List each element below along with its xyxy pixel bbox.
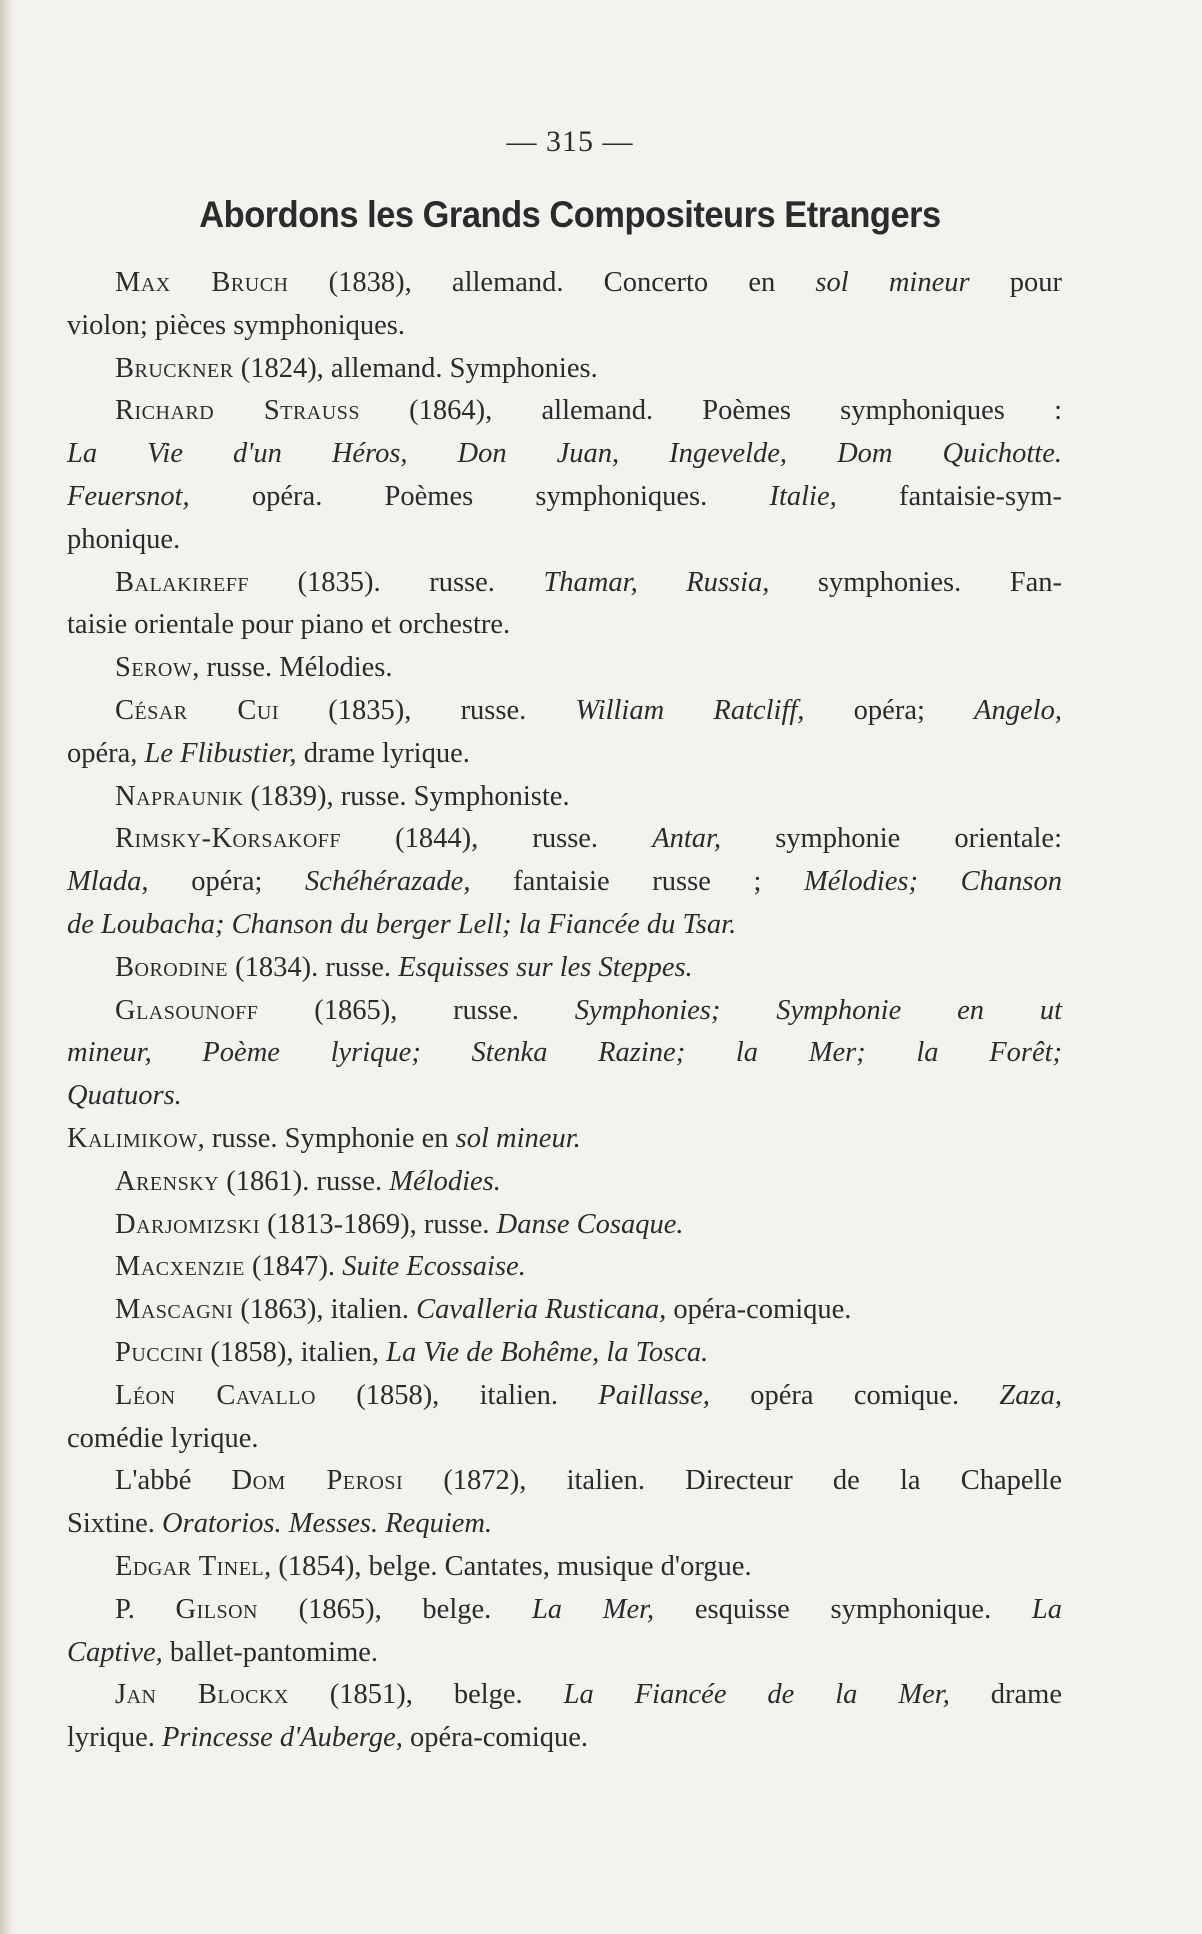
entry-line: Arensky (1861). russe. Mélodies. <box>115 1165 501 1197</box>
entry-line: Glasounoff (1865), russe. Symphonies; Symphonie en ut <box>115 994 1062 1026</box>
entry-line: lyrique. Princesse d'Auberge, opéra-comique. <box>67 1722 589 1754</box>
page-number: — 315 — <box>506 125 634 158</box>
entry-line: opéra, Le Flibustier, drame lyrique. <box>67 737 470 769</box>
entry-line: Captive, ballet-pantomime. <box>67 1636 379 1668</box>
entry-line: Quatuors. <box>67 1080 182 1112</box>
entry-line: violon; pièces symphoniques. <box>67 309 406 341</box>
entry-line: Balakireff (1835). russe. Thamar, Russia, symphonies. Fan- <box>115 566 1062 598</box>
entry-line: Feuersnot, opéra. Poèmes symphoniques. Italie, fantaisie-sym- <box>67 480 1063 512</box>
entry-line: La Vie d'un Héros, Don Juan, Ingevelde, Dom Quichotte. <box>67 438 1062 470</box>
composer-list <box>67 262 1062 1760</box>
entry-line: Kalimikow, russe. Symphonie en sol mineur. <box>67 1122 581 1154</box>
page-edge-shadow <box>0 0 14 1934</box>
entry-line: Borodine (1834). russe. Esquisses sur les Steppes. <box>115 951 693 983</box>
entry-line: Macxenzie (1847). Suite Ecossaise. <box>115 1251 526 1283</box>
entry-line: Sixtine. Oratorios. Messes. Requiem. <box>67 1508 493 1540</box>
entry-line: Richard Strauss (1864), allemand. Poèmes symphoniques : <box>115 395 1062 427</box>
entry-line: Edgar Tinel, (1854), belge. Cantates, musique d'orgue. <box>115 1550 752 1582</box>
entry-line: Max Bruch (1838), allemand. Concerto en sol mineur pour <box>115 267 1062 298</box>
entry-line: Serow, russe. Mélodies. <box>115 652 393 684</box>
entry-line: phonique. <box>67 523 181 555</box>
page-title: Abordons les Grands Compositeurs Etrangers <box>199 194 941 235</box>
entry-line: Darjomizski (1813-1869), russe. Danse Cosaque. <box>115 1208 684 1240</box>
entry-line: taisie orientale pour piano et orchestre. <box>67 609 511 641</box>
entry-line: César Cui (1835), russe. William Ratcliff, opéra; Angelo, <box>115 694 1062 726</box>
entry-line: comédie lyrique. <box>67 1422 259 1454</box>
entry-line: L'abbé Dom Perosi (1872), italien. Directeur de la Chapelle <box>115 1465 1062 1497</box>
entry-line: Rimsky-Korsakoff (1844), russe. Antar, symphonie orientale: <box>115 823 1062 855</box>
entry-line: Bruckner (1824), allemand. Symphonies. <box>115 352 598 384</box>
entry-line: Jan Blockx (1851), belge. La Fiancée de la Mer, drame <box>115 1679 1063 1711</box>
entry-line: de Loubacha; Chanson du berger Lell; la Fiancée du Tsar. <box>67 908 737 940</box>
entry-line: Napraunik (1839), russe. Symphoniste. <box>115 780 570 812</box>
entry-line: mineur, Poème lyrique; Stenka Razine; la Mer; la Forêt; <box>67 1037 1062 1069</box>
entry-line: P. Gilson (1865), belge. La Mer, esquisse symphonique. La <box>115 1593 1062 1625</box>
entry-line: Puccini (1858), italien, La Vie de Bohême, la Tosca. <box>115 1336 709 1368</box>
entry-line: Mascagni (1863), italien. Cavalleria Rusticana, opéra-comique. <box>115 1294 852 1326</box>
entry-line: Léon Cavallo (1858), italien. Paillasse, opéra comique. Zaza, <box>115 1379 1062 1411</box>
entry-line: Mlada, opéra; Schéhérazade, fantaisie russe ; Mélodies; Chanson <box>67 866 1062 898</box>
